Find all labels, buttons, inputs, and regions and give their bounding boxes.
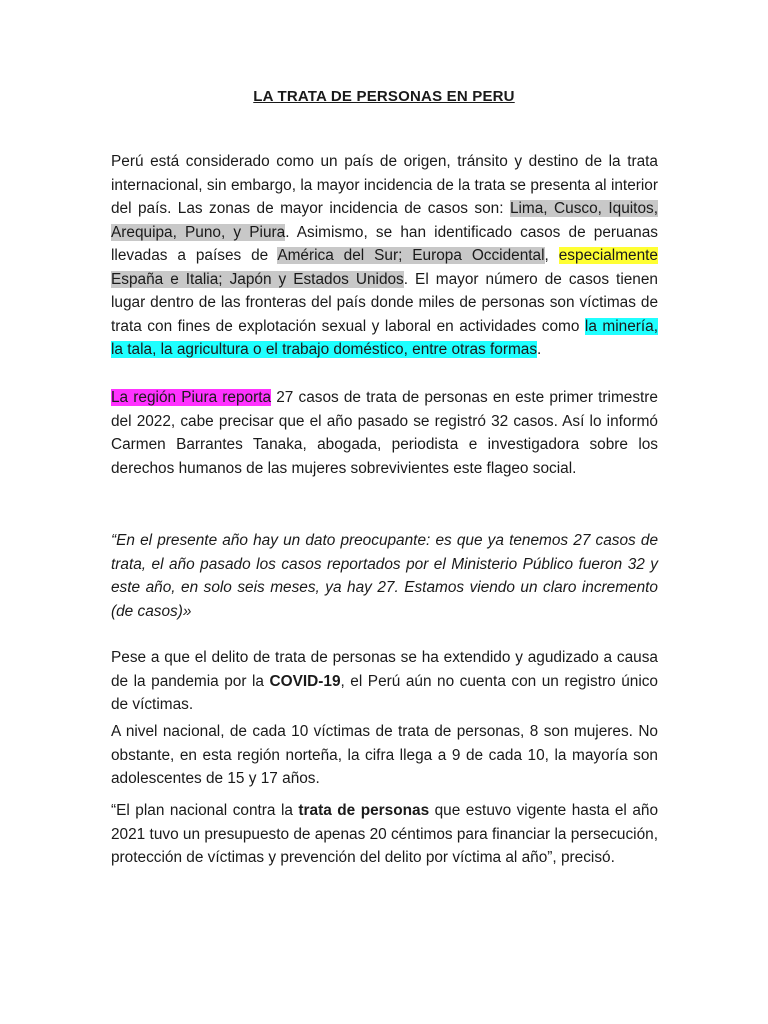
text-span: 27 casos de trata de personas en este primer trimestre del 2022, cabe precisar que el año pasado se registró 32 casos. Así lo informó Carmen Barrantes Tanaka, abogada, periodista e investigadora sobre los derechos humanos de las mujeres sobrevivientes este flageo social. [111, 389, 658, 477]
bold-trata: trata de personas [298, 802, 430, 819]
text-span: Pese a que el delito de trata de personas se ha extendido y agudizado a causa de la pandemia por la [111, 649, 658, 690]
highlight-cyan-activities: la minería, la tala, la agricultura o el trabajo doméstico, entre otras formas [111, 317, 658, 358]
text-span: . [537, 341, 542, 358]
highlight-magenta-piura: La región Piura reporta [111, 389, 272, 406]
text-span: Perú está considerado como un país de origen, tránsito y destino de la trata internacional, sin embargo, la mayor incidencia de la trata se presenta al interior del país. Las zonas de mayor incidencia de casos son: [111, 153, 658, 217]
paragraph-quote: “En el presente año hay un dato preocupante: es que ya tenemos 27 casos de trata, el año pasado los casos reportados por el Ministerio Público fueron 32 y este año, en solo seis meses, ya hay 27. Estamos viendo un claro incremento (de casos)» [111, 532, 658, 620]
paragraph-covid [111, 646, 658, 717]
paragraph-intro [111, 150, 658, 362]
highlight-yellow-especialmente: especialmente [558, 247, 658, 264]
paragraph-plan [111, 799, 658, 870]
text-span: , [544, 247, 559, 264]
text-span: , el Perú aún no cuenta con un registro único de víctimas. [111, 672, 658, 713]
highlight-gray-regions: América del Sur; Europa Occidental [277, 247, 545, 264]
text-span: . El mayor número de casos tienen lugar dentro de las fronteras del país donde miles de personas son víctimas de trata con fines de explotación sexual y laboral en actividades como [111, 270, 658, 335]
paragraph-piura [111, 386, 658, 480]
text-span: que estuvo vigente hasta el año 2021 tuvo un presupuesto de apenas 20 céntimos para financiar la persecución, protección de víctimas y prevención del delito por víctima al año”, precisó. [111, 802, 658, 866]
text-span: . Asimismo, se han identificado casos de peruanas llevadas a países de [111, 223, 658, 264]
paragraph-national: A nivel nacional, de cada 10 víctimas de trata de personas, 8 son mujeres. No obstante, en esta región norteña, la cifra llega a 9 de cada 10, la mayoría son adolescentes de 15 y 17 años. [111, 723, 658, 787]
highlight-gray-countries: España e Italia; Japón y Estados Unidos [111, 270, 404, 288]
highlight-gray-cities: Lima, Cusco, Iquitos, Arequipa, Puno, y Piura [111, 200, 658, 241]
text-span: “El plan nacional contra la [111, 802, 299, 819]
document-title: LA TRATA DE PERSONAS EN PERU [253, 88, 515, 105]
bold-covid: COVID-19 [269, 672, 341, 690]
